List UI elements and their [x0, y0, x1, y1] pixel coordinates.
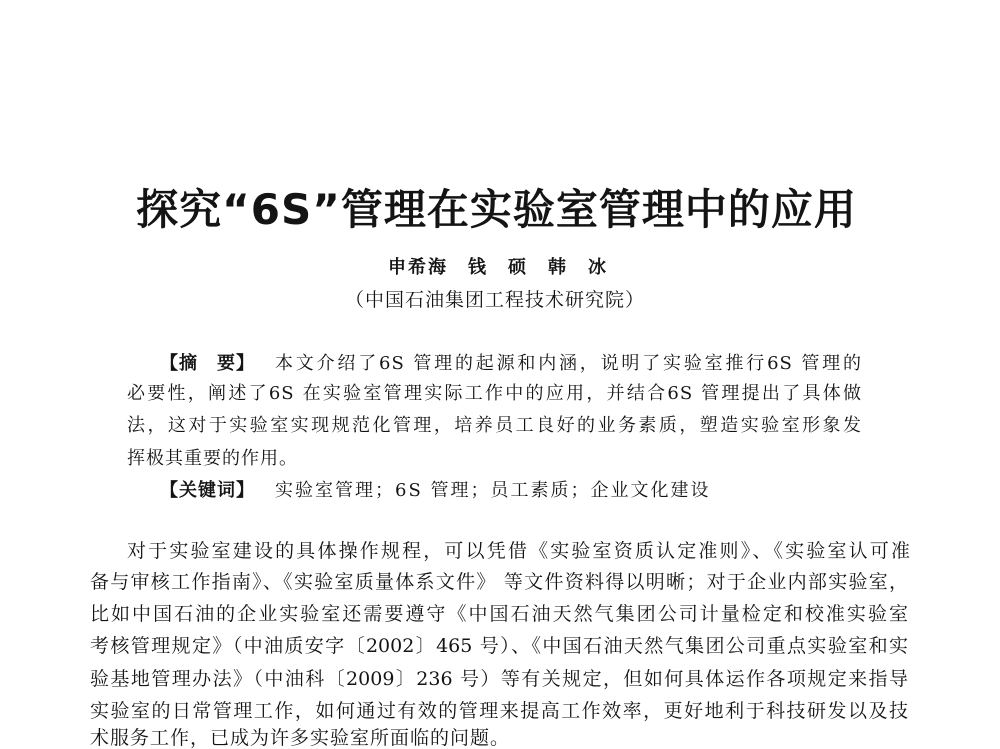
author-list: 申希海 钱 硕 韩 冰 [388, 257, 608, 278]
body-line: 比如中国石油的企业实验室还需要遵守《中国石油天然气集团公司计量检定和校准实验室 [90, 603, 908, 625]
body-line: 验基地管理办法》（中油科〔2009〕236 号）等有关规定，但如何具体运作各项规定来指导 [90, 668, 908, 690]
abstract-label: 【摘 要】 [160, 353, 255, 374]
body-line: 实验室的日常管理工作，如何通过有效的管理来提高工作效率，更好地利于科技研发以及技 [90, 700, 908, 722]
abstract-line: 法，这对于实验室实现规范化管理，培养员工良好的业务素质，塑造实验室形象发 [127, 415, 862, 436]
keywords-label: 【关键词】 [160, 480, 255, 501]
affiliation: （中国石油集团工程技术研究院） [344, 289, 645, 311]
keywords-text: 实验室管理；6S 管理；员工素质；企业文化建设 [275, 480, 711, 501]
body-line: 考核管理规定》（中油质安字〔2002〕465 号）、《中国石油天然气集团公司重点实验室和实 [90, 635, 908, 657]
body-line: 备与审核工作指南》、《实验室质量体系文件》 等文件资料得以明晰；对于企业内部实验室， [90, 571, 908, 593]
body-line: 对于实验室建设的具体操作规程，可以凭借《实验室资质认定准则》、《实验室认可准 [127, 540, 910, 562]
abstract-line: 本文介绍了6S 管理的起源和内涵，说明了实验室推行6S 管理的 [275, 353, 862, 374]
body-line-partial: 术服务工作，已成为许多实验室所面临的问题。 [90, 727, 511, 749]
abstract-line: 必要性，阐述了6S 在实验室管理实际工作中的应用，并结合6S 管理提出了具体做 [127, 383, 862, 404]
paper-title: 探究“6S”管理在实验室管理中的应用 [136, 185, 857, 234]
abstract-line: 挥极其重要的作用。 [127, 448, 298, 469]
